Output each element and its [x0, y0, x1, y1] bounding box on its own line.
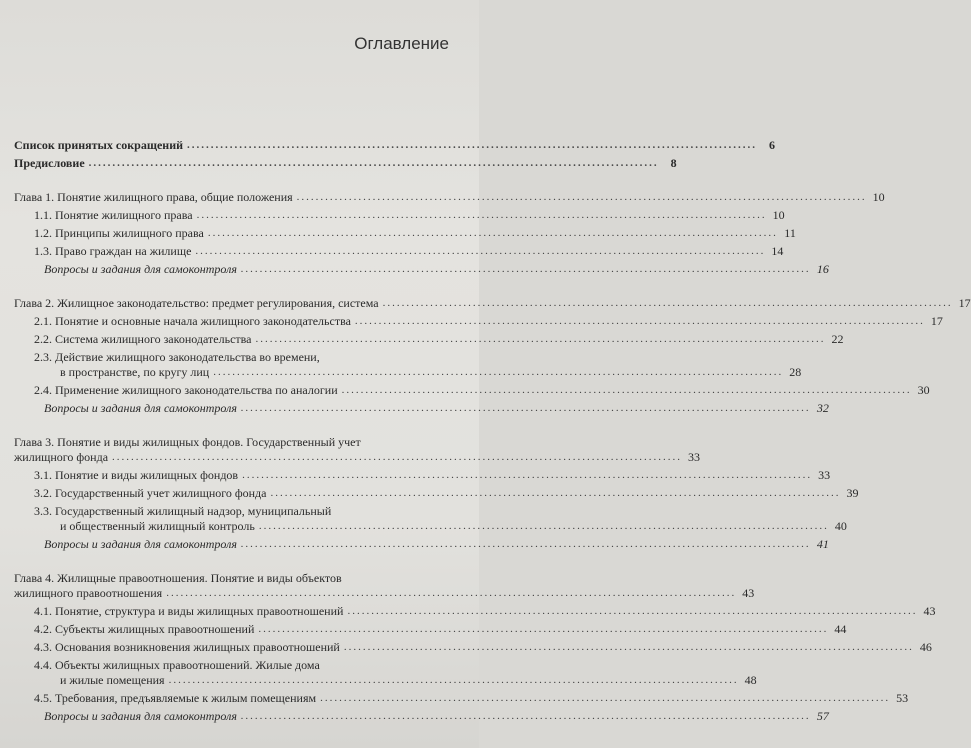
toc-entry-text: 1.3. Право граждан на жилище — [34, 244, 192, 258]
toc-entry-text: 1.2. Принципы жилищного права — [34, 226, 204, 240]
toc-section-1-1 — [14, 208, 785, 223]
toc-entry-text: Глава 3. Понятие и виды жилищных фондов. Государственный учет — [14, 435, 361, 449]
toc-entry-text: Глава 4. Жилищные правоотношения. Понятие и виды объектов — [14, 571, 342, 585]
toc-entry-text: Вопросы и задания для самоконтроля — [44, 537, 237, 551]
leader-dots: ........................................................................................................................ — [382, 297, 953, 309]
toc-entry-text: Вопросы и задания для самоконтроля — [44, 709, 237, 723]
leader-dots: ........................................................................................................................ — [255, 333, 826, 345]
toc-page-number: 11 — [784, 226, 796, 240]
table-of-contents — [14, 138, 971, 727]
toc-section-2-1 — [14, 314, 943, 329]
toc-chapter-2 — [14, 296, 971, 311]
toc-section-3-2 — [14, 486, 859, 501]
toc-page-number: 28 — [789, 365, 802, 379]
toc-questions-2 — [14, 401, 829, 416]
toc-section-4-3 — [14, 640, 932, 655]
toc-section-1-2 — [14, 226, 796, 241]
toc-entry-text: 4.4. Объекты жилищных правоотношений. Жилые дома — [34, 658, 320, 672]
leader-dots: ........................................................................................................................ — [168, 674, 739, 686]
page-title: Оглавление — [354, 34, 449, 53]
toc-page-number: 10 — [772, 208, 785, 222]
leader-dots: ........................................................................................................................ — [258, 623, 829, 635]
toc-page-number: 6 — [769, 138, 776, 152]
toc-entry-text-continued: жилищного правоотношения — [14, 586, 163, 600]
toc-entry-text-continued: в пространстве, по кругу лиц — [60, 365, 210, 379]
toc-page-number: 17 — [930, 314, 943, 328]
leader-dots: ........................................................................................................................ — [213, 366, 784, 378]
leader-dots: ........................................................................................................................ — [187, 139, 758, 151]
toc-entry-text: Список принятых сокращений — [14, 138, 184, 152]
toc-entry-text: Вопросы и задания для самоконтроля — [44, 262, 237, 276]
toc-section-3-1 — [14, 468, 831, 483]
toc-entry-text: 4.3. Основания возникновения жилищных правоотношений — [34, 640, 340, 654]
toc-section-2-4 — [14, 383, 930, 398]
toc-entry-text: 4.5. Требования, предъявляемые к жилым помещениям — [34, 691, 317, 705]
toc-entry-text: 4.1. Понятие, структура и виды жилищных правоотношений — [34, 604, 344, 618]
toc-chapter-3 — [14, 435, 701, 465]
leader-dots: ........................................................................................................................ — [240, 710, 811, 722]
toc-page-number: 8 — [670, 156, 677, 170]
leader-dots: ........................................................................................................................ — [88, 157, 659, 169]
toc-entry-text: 1.1. Понятие жилищного права — [34, 208, 193, 222]
leader-dots: ........................................................................................................................ — [341, 384, 912, 396]
leader-dots: ........................................................................................................................ — [240, 538, 811, 550]
leader-dots: ........................................................................................................................ — [240, 263, 811, 275]
toc-entry-text: 3.3. Государственный жилищный надзор, муниципальный — [34, 504, 332, 518]
toc-section-4-5 — [14, 691, 909, 706]
toc-questions-1 — [14, 262, 829, 277]
toc-page-number: 17 — [958, 296, 971, 310]
toc-entry-text: 4.2. Субъекты жилищных правоотношений — [34, 622, 255, 636]
leader-dots: ........................................................................................................................ — [347, 605, 918, 617]
leader-dots: ........................................................................................................................ — [320, 692, 891, 704]
toc-entry-text: 3.2. Государственный учет жилищного фонда — [34, 486, 267, 500]
toc-page-number: 41 — [816, 537, 829, 551]
toc-entry-text: 2.1. Понятие и основные начала жилищного законодательства — [34, 314, 351, 328]
toc-page-number: 30 — [917, 383, 930, 397]
toc-entry-text: Вопросы и задания для самоконтроля — [44, 401, 237, 415]
toc-entry-abbreviations — [14, 138, 776, 153]
toc-section-2-2 — [14, 332, 844, 347]
toc-entry-text: Предисловие — [14, 156, 85, 170]
toc-section-1-3 — [14, 244, 784, 259]
toc-entry-text-continued: и жилые помещения — [60, 673, 165, 687]
leader-dots: ........................................................................................................................ — [240, 402, 811, 414]
toc-page-number: 14 — [771, 244, 784, 258]
toc-page-number: 53 — [896, 691, 909, 705]
toc-entry-text-continued: и общественный жилищный контроль — [60, 519, 255, 533]
toc-entry-preface — [14, 156, 677, 171]
toc-section-4-2 — [14, 622, 847, 637]
toc-page-number: 48 — [744, 673, 757, 687]
leader-dots: ........................................................................................................................ — [112, 451, 683, 463]
leader-dots: ........................................................................................................................ — [242, 469, 813, 481]
leader-dots: ........................................................................................................................ — [196, 209, 767, 221]
toc-section-4-1 — [14, 604, 936, 619]
leader-dots: ........................................................................................................................ — [166, 587, 737, 599]
toc-page-number: 40 — [834, 519, 847, 533]
toc-page-number: 33 — [688, 450, 701, 464]
toc-section-3-3 — [14, 504, 847, 534]
leader-dots: ........................................................................................................................ — [296, 191, 867, 203]
leader-dots: ........................................................................................................................ — [343, 641, 914, 653]
toc-entry-text: Глава 2. Жилищное законодательство: предмет регулирования, система — [14, 296, 379, 310]
leader-dots: ........................................................................................................................ — [195, 245, 766, 257]
toc-page-number: 33 — [818, 468, 831, 482]
toc-entry-text-continued: жилищного фонда — [14, 450, 109, 464]
toc-entry-text: 2.4. Применение жилищного законодательства по аналогии — [34, 383, 338, 397]
toc-section-2-3 — [14, 350, 802, 380]
toc-page-number: 10 — [872, 190, 885, 204]
toc-entry-text: 2.2. Система жилищного законодательства — [34, 332, 252, 346]
toc-page-number: 22 — [831, 332, 844, 346]
leader-dots: ........................................................................................................................ — [258, 520, 829, 532]
toc-page-number: 46 — [919, 640, 932, 654]
toc-questions-4 — [14, 709, 829, 724]
toc-page-number: 39 — [846, 486, 859, 500]
toc-page-number: 32 — [816, 401, 829, 415]
leader-dots: ........................................................................................................................ — [270, 487, 841, 499]
toc-page-number: 57 — [816, 709, 829, 723]
toc-page-number: 44 — [834, 622, 847, 636]
toc-entry-text: Глава 1. Понятие жилищного права, общие положения — [14, 190, 293, 204]
leader-dots: ........................................................................................................................ — [207, 227, 778, 239]
toc-section-4-4 — [14, 658, 757, 688]
leader-dots: ........................................................................................................................ — [354, 315, 925, 327]
toc-questions-3 — [14, 537, 829, 552]
toc-chapter-1 — [14, 190, 885, 205]
toc-page-number: 43 — [923, 604, 936, 618]
toc-entry-text: 2.3. Действие жилищного законодательства во времени, — [34, 350, 320, 364]
toc-page-number: 16 — [816, 262, 829, 276]
toc-chapter-4 — [14, 571, 755, 601]
toc-entry-text: 3.1. Понятие и виды жилищных фондов — [34, 468, 239, 482]
toc-page-number: 43 — [742, 586, 755, 600]
